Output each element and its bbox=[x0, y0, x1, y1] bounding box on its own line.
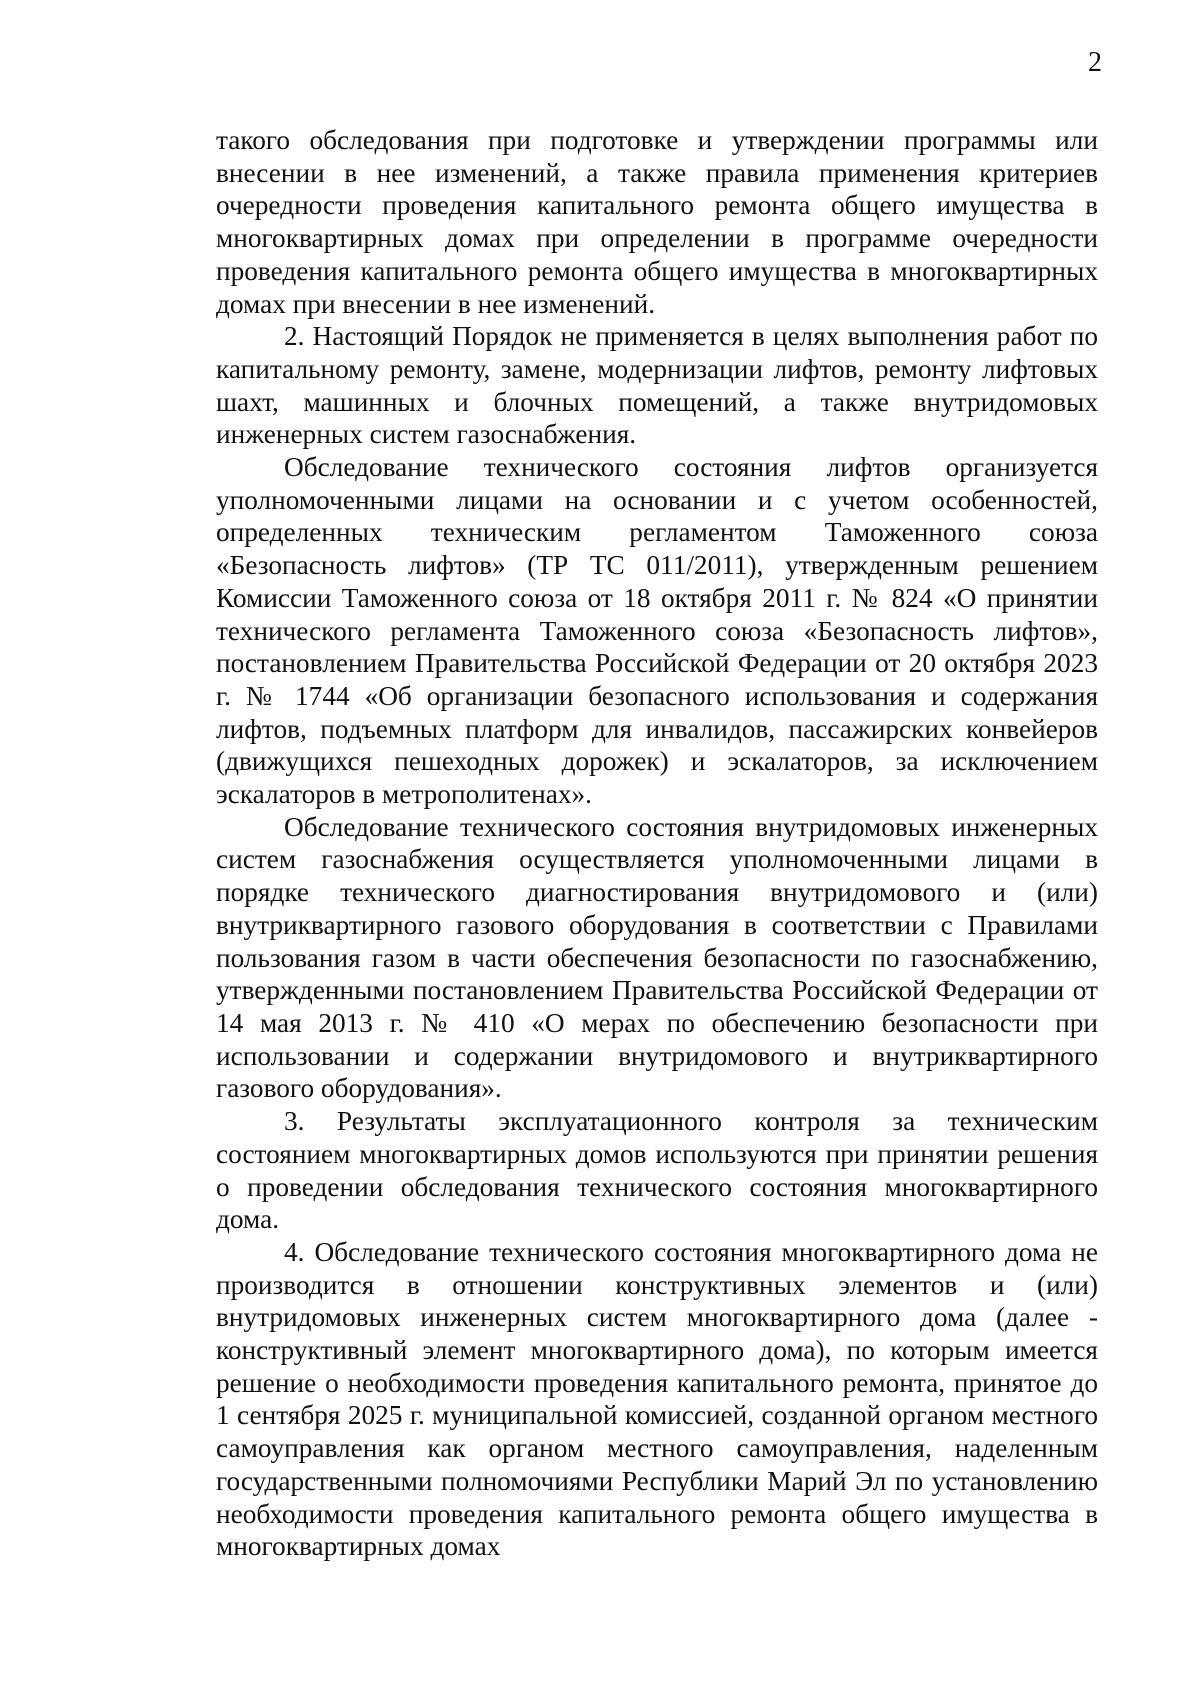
paragraph-gas-inspection: Обследование технического состояния внутридомовых инженерных систем газоснабжения осуществляется уполномоченными лицами в порядке технического диагностирования внутридомового и (или) внутриквартирного газового оборудования в соответствии с Правилами пользования газом в части обеспечения безопасности по газоснабжению, утвержденными постановлением Правительства Российской Федерации от 14 мая 2013 г. № 410 «О мерах по обеспечению безопасности при использовании и содержании внутридомового и внутриквартирного газового оборудования». bbox=[216, 811, 1098, 1104]
paragraph-program-criteria: такого обследования при подготовке и утверждении программы или внесении в нее изменений, а также правила применения критериев очередности проведения капитального ремонта общего имущества в многоквартирных домах при определении в программе очередности проведения капитального ремонта общего имущества в многоквартирных домах при внесении в нее изменений. bbox=[216, 125, 1098, 319]
page-number: 2 bbox=[1088, 47, 1102, 78]
paragraph-lift-inspection: Обследование технического состояния лифтов организуется уполномоченными лицами на основании и с учетом особенностей, определенных техническим регламентом Таможенного союза «Безопасность лифтов» (ТР ТС 011/2011), утвержденным решением Комиссии Таможенного союза от 18 октября 2011 г. № 824 «О принятии технического регламента Таможенного союза «Безопасность лифтов», постановлением Правительства Российской Федерации от 20 октября 2023 г. № 1744 «Об организации безопасного использования и содержания лифтов, подъемных платформ для инвалидов, пассажирских конвейеров (движущихся пешеходных дорожек) и эскалаторов, за исключением эскалаторов в метрополитенах». bbox=[216, 452, 1098, 810]
paragraph-2-exclusions: 2. Настоящий Порядок не применяется в целях выполнения работ по капитальному ремонту, замене, модернизации лифтов, ремонту лифтовых шахт, машинных и блочных помещений, а также внутридомовых инженерных систем газоснабжения. bbox=[216, 321, 1098, 450]
paragraph-3-operational-control: 3. Результаты эксплуатационного контроля за техническим состоянием многоквартирных домов используются при принятии решения о проведении обследования технического состояния многоквартирного дома. bbox=[216, 1106, 1098, 1235]
document-body bbox=[216, 124, 1098, 1563]
paragraph-4-no-inspection: 4. Обследование технического состояния многоквартирного дома не производится в отношении конструктивных элементов и (или) внутридомовых инженерных систем многоквартирного дома (далее - конструктивный элемент многоквартирного дома), по которым имеется решение о необходимости проведения капитального ремонта, принятое до 1 сентября 2025 г. муниципальной комиссией, созданной органом местного самоуправления как органом местного самоуправления, наделенным государственными полномочиями Республики Марий Эл по установлению необходимости проведения капитального ремонта общего имущества в многоквартирных домах bbox=[216, 1236, 1098, 1562]
